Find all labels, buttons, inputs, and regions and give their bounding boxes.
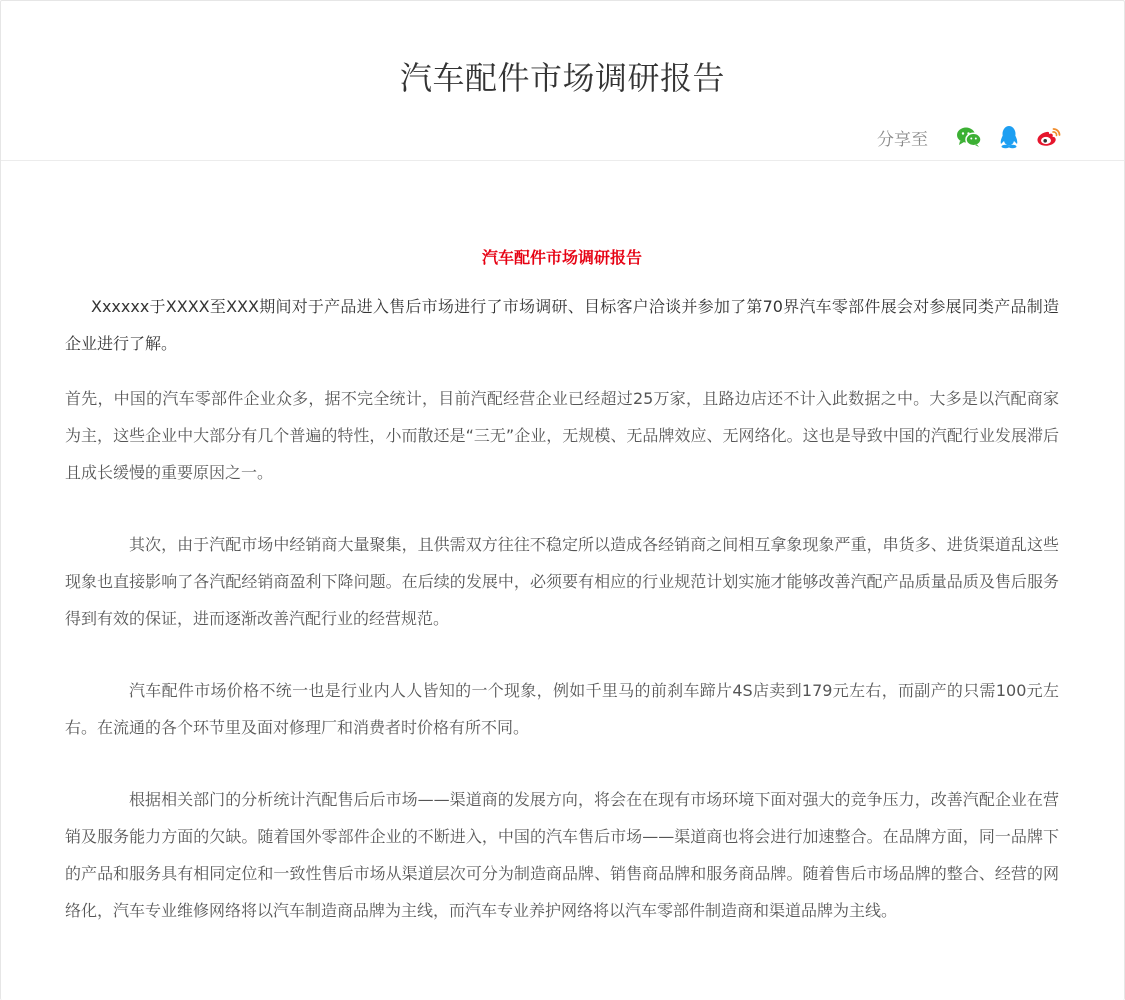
share-bar: [877, 123, 1062, 151]
page-header: [1, 1, 1124, 161]
article-body: [65, 161, 1059, 929]
page-title: 汽车配件市场调研报告: [399, 59, 725, 97]
paragraph-first: 首先，中国的汽车零部件企业众多，据不完全统计，目前汽配经营企业已经超过25万家，且路边店还不计入此数据之中。大多是以汽配商家为主，这些企业中大部分有几个普遍的特性，小而散还是“三无”企业，无规模、无品牌效应、无网络化。这也是导致中国的汽配行业发展滞后且成长缓慢的重要原因之一。: [65, 389, 1059, 482]
paragraph-outlook: 根据相关部门的分析统计汽配售后后市场——渠道商的发展方向，将会在在现有市场环境下面对强大的竞争压力，改善汽配企业在营销及服务能力方面的欠缺。随着国外零部件企业的不断进入，中国的汽车售后市场——渠道商也将会进行加速整合。在品牌方面，同一品牌下的产品和服务具有相同定位和一致性售后市场从渠道层次可分为制造商品牌、销售商品牌和服务商品牌。随着售后市场品牌的整合、经营的网络化，汽车专业维修网络将以汽车制造商品牌为主线，而汽车专业养护网络将以汽车零部件制造商和渠道品牌为主线。: [65, 790, 1059, 920]
paragraph-price: 汽车配件市场价格不统一也是行业内人人皆知的一个现象，例如千里马的前刹车蹄片4S店卖到179元左右，而副产的只需100元左右。在流通的各个环节里及面对修理厂和消费者时价格有所不同。: [65, 681, 1059, 737]
article-heading: 汽车配件市场调研报告: [481, 248, 642, 267]
qq-icon[interactable]: [996, 124, 1022, 150]
paragraph-intro: Xxxxxx于XXXX至XXX期间对于产品进入售后市场进行了市场调研、目标客户洽谈并参加了第70界汽车零部件展会对参展同类产品制造企业进行了解。: [65, 297, 1059, 353]
share-label: 分享至: [877, 129, 928, 150]
paragraph-second: 其次，由于汽配市场中经销商大量聚集，且供需双方往往不稳定所以造成各经销商之间相互拿象现象严重，串货多、进货渠道乱这些现象也直接影响了各汽配经销商盈利下降问题。在后续的发展中，必须要有相应的行业规范计划实施才能够改善汽配产品质量品质及售后服务得到有效的保证，进而逐渐改善汽配行业的经营规范。: [65, 535, 1059, 628]
weibo-icon[interactable]: [1036, 124, 1062, 150]
wechat-icon[interactable]: [956, 124, 982, 150]
